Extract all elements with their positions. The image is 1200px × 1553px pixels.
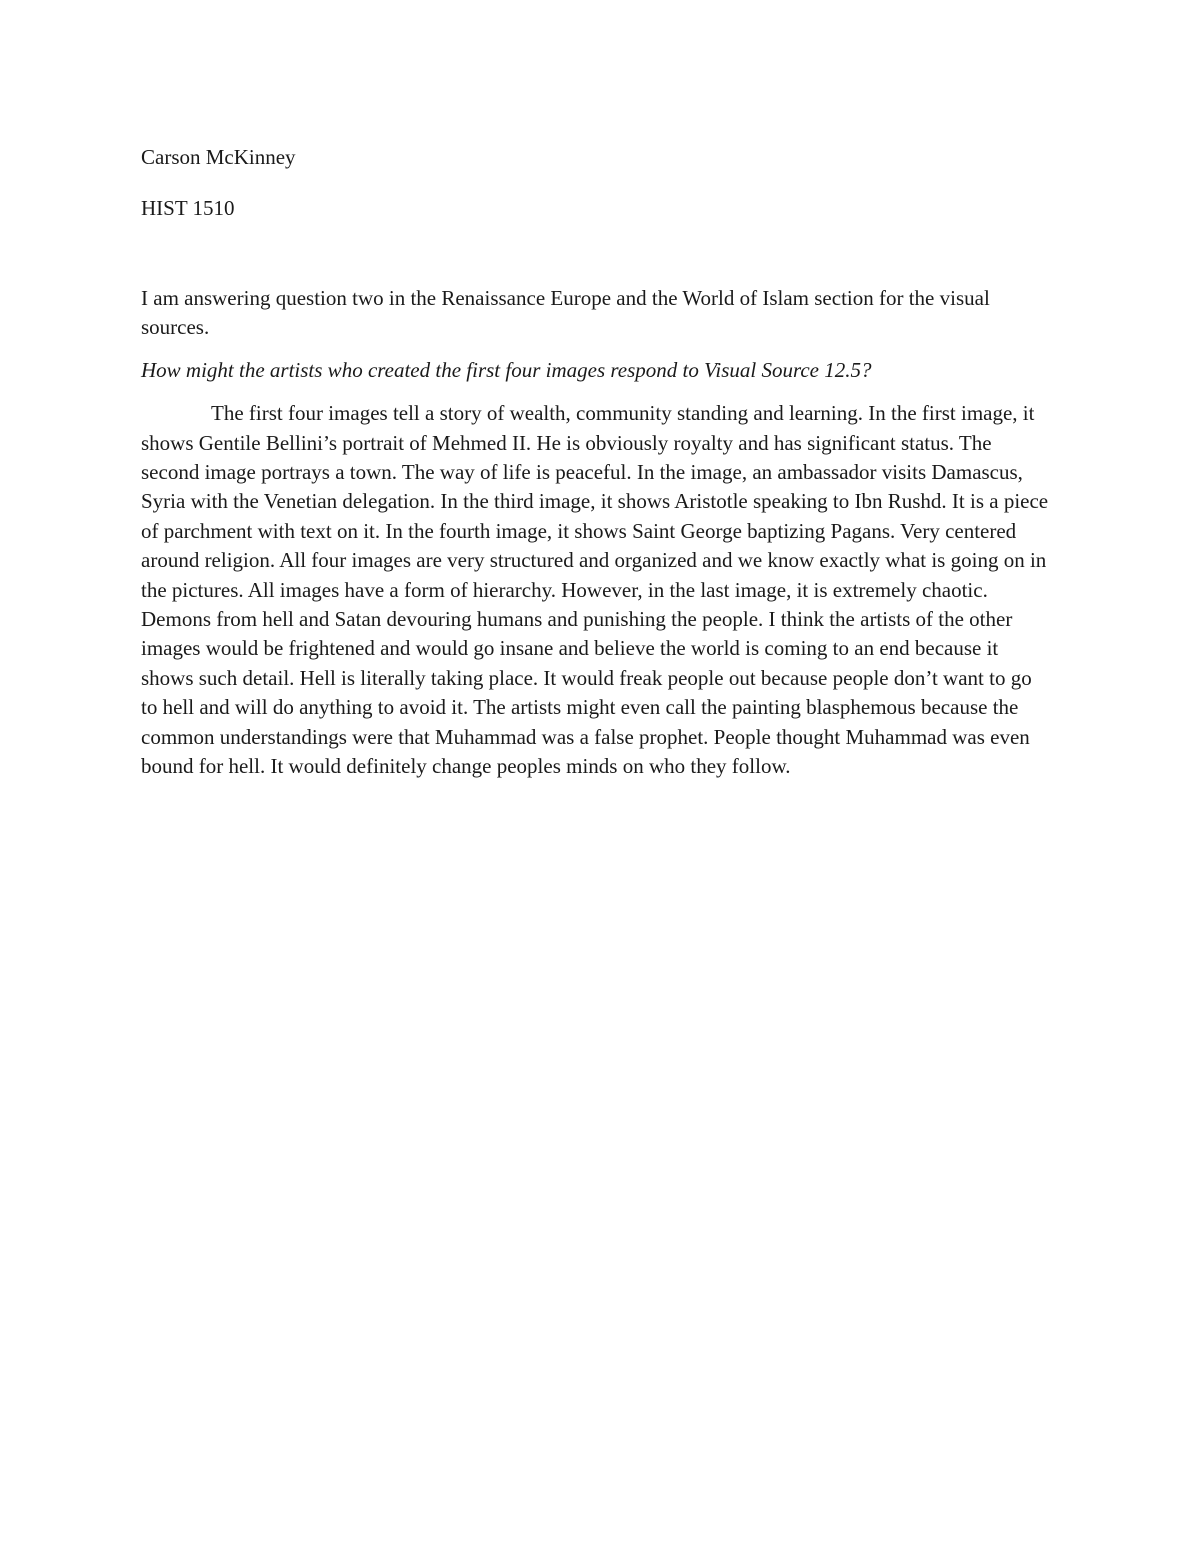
document-content — [141, 143, 1051, 782]
course-code: HIST 1510 — [141, 196, 235, 220]
intro-paragraph: I am answering question two in the Renaissance Europe and the World of Islam section for the visual sources. — [141, 286, 990, 340]
question-heading: How might the artists who created the first four images respond to Visual Source 12.5? — [141, 357, 872, 382]
body-paragraph: The first four images tell a story of wealth, community standing and learning. In the first image, it shows Gentile Bellini’s portrait of Mehmed II. He is obviously royalty and has significant status. The second image portrays a town. The way of life is peaceful. In the image, an ambassador visits Damascus, Syria with the Venetian delegation. In the third image, it shows Aristotle speaking to Ibn Rushd. It is a piece of parchment with text on it. In the fourth image, it shows Saint George baptizing Pagans. Very centered around religion. All four images are very structured and organized and we know exactly what is going on in the pictures. All images have a form of hierarchy. However, in the last image, it is extremely chaotic. Demons from hell and Satan devouring humans and punishing the people. I think the artists of the other images would be frightened and would go insane and believe the world is coming to an end because it shows such detail. Hell is literally taking place. It would freak people out because people don’t want to go to hell and will do anything to avoid it. The artists might even call the painting blasphemous because the common understandings were that Muhammad was a false prophet. People thought Muhammad was even bound for hell. It would definitely change peoples minds on who they follow. — [141, 401, 1049, 779]
author-name: Carson McKinney — [141, 145, 296, 169]
